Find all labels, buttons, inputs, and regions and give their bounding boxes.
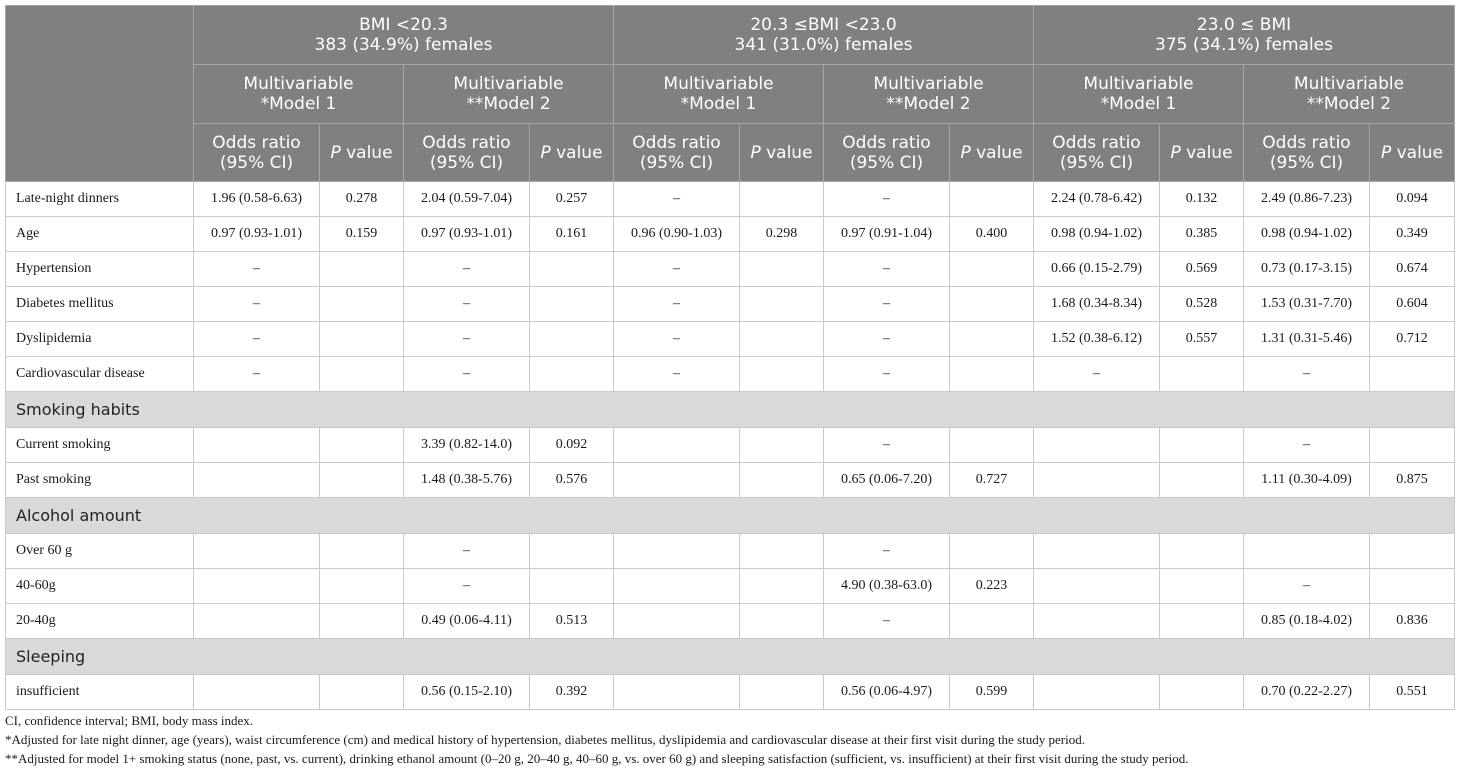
odds-ratio-cell: – xyxy=(1244,428,1370,463)
odds-ratio-cell: 0.85 (0.18-4.02) xyxy=(1244,604,1370,639)
p-value-cell xyxy=(950,604,1034,639)
odds-ratio-cell: – xyxy=(1034,357,1160,392)
table-row xyxy=(6,287,1455,322)
model-name: **Model 2 xyxy=(886,94,971,114)
group-title: BMI <20.3 xyxy=(359,15,448,35)
group-count: 341 (31.0%) females xyxy=(734,35,913,55)
p-value-cell xyxy=(320,322,404,357)
p-symbol: P xyxy=(750,142,761,163)
p-value-cell: 0.513 xyxy=(530,604,614,639)
p-value-cell: 0.674 xyxy=(1370,252,1455,287)
p-value-cell: 0.557 xyxy=(1160,322,1244,357)
row-label: 20-40g xyxy=(6,604,194,639)
odds-ratio-cell: – xyxy=(824,357,950,392)
p-value-header xyxy=(740,124,824,182)
model-label: Multivariable xyxy=(1083,74,1194,94)
odds-ratio-cell: – xyxy=(194,322,320,357)
odds-ratio-cell: – xyxy=(824,604,950,639)
p-value-cell xyxy=(740,428,824,463)
model-header xyxy=(824,65,1034,124)
odds-ratio-cell xyxy=(614,604,740,639)
p-value-header xyxy=(1370,124,1455,182)
table-row xyxy=(6,463,1455,498)
p-value-cell xyxy=(530,534,614,569)
odds-ratio-cell: – xyxy=(824,322,950,357)
p-value-header xyxy=(950,124,1034,182)
p-value-cell xyxy=(740,287,824,322)
p-value-cell xyxy=(1160,428,1244,463)
odds-ratio-label: Odds ratio xyxy=(1052,132,1141,153)
section-title: Smoking habits xyxy=(6,392,1455,428)
p-value-label: value xyxy=(970,142,1023,163)
table-body xyxy=(6,182,1455,710)
odds-ratio-cell xyxy=(614,428,740,463)
p-value-cell: 0.400 xyxy=(950,217,1034,252)
p-value-cell xyxy=(1160,357,1244,392)
odds-ratio-cell: – xyxy=(404,534,530,569)
odds-ratio-cell: – xyxy=(824,252,950,287)
odds-ratio-cell xyxy=(1034,604,1160,639)
table-row xyxy=(6,428,1455,463)
odds-ratio-cell: 0.49 (0.06-4.11) xyxy=(404,604,530,639)
p-value-cell xyxy=(1160,463,1244,498)
model-header xyxy=(614,65,824,124)
odds-ratio-cell xyxy=(1034,534,1160,569)
p-value-cell: 0.278 xyxy=(320,182,404,217)
p-value-header xyxy=(530,124,614,182)
p-value-cell: 0.604 xyxy=(1370,287,1455,322)
model-header xyxy=(1034,65,1244,124)
odds-ratio-cell: 0.56 (0.06-4.97) xyxy=(824,675,950,710)
footnotes xyxy=(5,711,1454,768)
p-value-cell xyxy=(950,287,1034,322)
p-value-cell xyxy=(740,252,824,287)
odds-ratio-cell: – xyxy=(194,287,320,322)
p-value-cell xyxy=(950,534,1034,569)
row-label: Current smoking xyxy=(6,428,194,463)
p-value-cell: 0.569 xyxy=(1160,252,1244,287)
model-label: Multivariable xyxy=(663,74,774,94)
p-value-cell xyxy=(530,322,614,357)
odds-ratio-cell: – xyxy=(824,182,950,217)
ci-label: (95% CI) xyxy=(849,152,924,173)
model-name: *Model 1 xyxy=(680,94,757,114)
model-name: *Model 1 xyxy=(1100,94,1177,114)
model-header xyxy=(1244,65,1455,124)
p-symbol: P xyxy=(330,142,341,163)
odds-ratio-cell: 0.65 (0.06-7.20) xyxy=(824,463,950,498)
row-label: Dyslipidemia xyxy=(6,322,194,357)
odds-ratio-label: Odds ratio xyxy=(422,132,511,153)
odds-ratio-label: Odds ratio xyxy=(632,132,721,153)
model-header xyxy=(194,65,404,124)
row-label: Hypertension xyxy=(6,252,194,287)
ci-label: (95% CI) xyxy=(219,152,294,173)
p-value-cell xyxy=(950,357,1034,392)
odds-ratio-label: Odds ratio xyxy=(1262,132,1351,153)
row-label: Over 60 g xyxy=(6,534,194,569)
row-label: Cardiovascular disease xyxy=(6,357,194,392)
odds-ratio-cell xyxy=(1034,428,1160,463)
group-header xyxy=(1034,6,1455,65)
table-row xyxy=(6,534,1455,569)
row-label: 40-60g xyxy=(6,569,194,604)
odds-ratio-cell: – xyxy=(824,428,950,463)
odds-ratio-cell: – xyxy=(194,252,320,287)
p-value-cell xyxy=(320,252,404,287)
p-value-cell: 0.551 xyxy=(1370,675,1455,710)
odds-ratio-cell: 0.73 (0.17-3.15) xyxy=(1244,252,1370,287)
model-label: Multivariable xyxy=(873,74,984,94)
p-value-cell: 0.349 xyxy=(1370,217,1455,252)
table-row xyxy=(6,357,1455,392)
odds-ratio-cell: 0.70 (0.22-2.27) xyxy=(1244,675,1370,710)
odds-ratio-cell xyxy=(194,569,320,604)
p-value-cell: 0.298 xyxy=(740,217,824,252)
p-value-cell xyxy=(320,604,404,639)
odds-ratio-cell: – xyxy=(404,569,530,604)
odds-ratio-cell: – xyxy=(404,287,530,322)
p-value-cell: 0.727 xyxy=(950,463,1034,498)
ci-label: (95% CI) xyxy=(639,152,714,173)
p-value-cell xyxy=(320,287,404,322)
section-row xyxy=(6,392,1455,428)
odds-ratio-cell: 0.97 (0.93-1.01) xyxy=(404,217,530,252)
p-value-cell xyxy=(740,604,824,639)
p-value-label: value xyxy=(550,142,603,163)
table-row xyxy=(6,182,1455,217)
p-value-cell xyxy=(950,252,1034,287)
p-value-label: value xyxy=(1180,142,1233,163)
table-row xyxy=(6,604,1455,639)
odds-ratio-cell: 0.97 (0.93-1.01) xyxy=(194,217,320,252)
model-label: Multivariable xyxy=(1293,74,1405,94)
odds-ratio-header xyxy=(1244,124,1370,182)
odds-ratio-cell xyxy=(1034,675,1160,710)
model-name: **Model 2 xyxy=(466,94,551,114)
odds-ratio-cell: 1.96 (0.58-6.63) xyxy=(194,182,320,217)
footnote: *Adjusted for late night dinner, age (years), waist circumference (cm) and medical history of hypertension, diabetes mellitus, dyslipidemia and cardiovascular disease at their first visit during the study period. xyxy=(5,732,1085,747)
p-value-header xyxy=(1160,124,1244,182)
p-value-cell: 0.257 xyxy=(530,182,614,217)
footnote: **Adjusted for model 1+ smoking status (none, past, vs. current), drinking ethanol amount (0–20 g, 20–40 g, 40–60 g, vs. over 60 g) and sleeping satisfaction (sufficient, vs. insufficient) at their first visit during the study period. xyxy=(5,751,1189,766)
p-symbol: P xyxy=(540,142,551,163)
p-value-label: value xyxy=(1391,142,1444,163)
odds-ratio-cell: – xyxy=(1244,357,1370,392)
odds-ratio-cell: 0.66 (0.15-2.79) xyxy=(1034,252,1160,287)
p-value-cell: 0.092 xyxy=(530,428,614,463)
odds-ratio-cell: – xyxy=(194,357,320,392)
p-value-cell: 0.875 xyxy=(1370,463,1455,498)
odds-ratio-cell: – xyxy=(1244,569,1370,604)
odds-ratio-cell xyxy=(1034,463,1160,498)
odds-ratio-cell xyxy=(1244,534,1370,569)
p-value-cell: 0.528 xyxy=(1160,287,1244,322)
odds-ratio-cell xyxy=(194,675,320,710)
row-label: Age xyxy=(6,217,194,252)
model-label: Multivariable xyxy=(453,74,564,94)
p-value-cell xyxy=(320,463,404,498)
odds-ratio-cell: 3.39 (0.82-14.0) xyxy=(404,428,530,463)
row-label: Past smoking xyxy=(6,463,194,498)
p-value-cell xyxy=(1160,675,1244,710)
p-value-cell xyxy=(320,428,404,463)
p-value-cell: 0.836 xyxy=(1370,604,1455,639)
p-value-cell xyxy=(740,182,824,217)
odds-ratio-cell: 2.04 (0.59-7.04) xyxy=(404,182,530,217)
odds-ratio-header xyxy=(1034,124,1160,182)
odds-ratio-cell: 2.49 (0.86-7.23) xyxy=(1244,182,1370,217)
results-table xyxy=(5,5,1455,710)
odds-ratio-cell: – xyxy=(404,322,530,357)
p-value-label: value xyxy=(760,142,813,163)
table-row xyxy=(6,322,1455,357)
odds-ratio-cell xyxy=(614,675,740,710)
model-header xyxy=(404,65,614,124)
p-value-cell xyxy=(320,675,404,710)
p-value-cell xyxy=(530,569,614,604)
table-row xyxy=(6,217,1455,252)
p-value-cell: 0.159 xyxy=(320,217,404,252)
p-value-cell: 0.712 xyxy=(1370,322,1455,357)
table-row xyxy=(6,675,1455,710)
odds-ratio-cell xyxy=(194,604,320,639)
odds-ratio-cell: – xyxy=(614,357,740,392)
p-symbol: P xyxy=(1380,142,1392,163)
odds-ratio-cell: 0.96 (0.90-1.03) xyxy=(614,217,740,252)
p-value-cell xyxy=(950,182,1034,217)
odds-ratio-cell xyxy=(194,534,320,569)
p-value-cell xyxy=(1370,569,1455,604)
p-value-cell xyxy=(320,569,404,604)
odds-ratio-label: Odds ratio xyxy=(212,132,301,153)
p-value-cell xyxy=(530,357,614,392)
section-title: Sleeping xyxy=(6,639,1455,675)
p-value-label: value xyxy=(340,142,393,163)
p-value-cell: 0.094 xyxy=(1370,182,1455,217)
odds-ratio-cell xyxy=(614,534,740,569)
odds-ratio-cell: 1.31 (0.31-5.46) xyxy=(1244,322,1370,357)
odds-ratio-header xyxy=(404,124,530,182)
odds-ratio-cell xyxy=(614,569,740,604)
row-label: insufficient xyxy=(6,675,194,710)
odds-ratio-cell xyxy=(194,463,320,498)
row-label-header xyxy=(6,6,194,182)
p-value-cell xyxy=(1370,357,1455,392)
p-value-cell xyxy=(740,463,824,498)
p-value-cell: 0.599 xyxy=(950,675,1034,710)
p-value-cell xyxy=(740,675,824,710)
odds-ratio-cell: 0.97 (0.91-1.04) xyxy=(824,217,950,252)
odds-ratio-cell: 1.52 (0.38-6.12) xyxy=(1034,322,1160,357)
odds-ratio-cell: – xyxy=(824,534,950,569)
odds-ratio-cell: – xyxy=(614,287,740,322)
odds-ratio-cell: 2.24 (0.78-6.42) xyxy=(1034,182,1160,217)
p-value-cell xyxy=(530,287,614,322)
model-name: *Model 1 xyxy=(260,94,337,114)
ci-label: (95% CI) xyxy=(429,152,504,173)
odds-ratio-cell: 4.90 (0.38-63.0) xyxy=(824,569,950,604)
p-value-cell: 0.132 xyxy=(1160,182,1244,217)
odds-ratio-cell: 1.53 (0.31-7.70) xyxy=(1244,287,1370,322)
ci-label: (95% CI) xyxy=(1059,152,1134,173)
p-value-cell xyxy=(530,252,614,287)
p-value-header xyxy=(320,124,404,182)
model-name: **Model 2 xyxy=(1306,94,1392,114)
p-value-cell xyxy=(1370,534,1455,569)
odds-ratio-cell: – xyxy=(824,287,950,322)
odds-ratio-cell: 0.56 (0.15-2.10) xyxy=(404,675,530,710)
odds-ratio-cell: – xyxy=(614,182,740,217)
odds-ratio-cell: 1.11 (0.30-4.09) xyxy=(1244,463,1370,498)
section-row xyxy=(6,498,1455,534)
odds-ratio-label: Odds ratio xyxy=(842,132,931,153)
p-value-cell: 0.385 xyxy=(1160,217,1244,252)
odds-ratio-header xyxy=(614,124,740,182)
p-value-cell xyxy=(740,534,824,569)
p-symbol: P xyxy=(960,142,971,163)
odds-ratio-cell: – xyxy=(404,357,530,392)
p-value-cell: 0.576 xyxy=(530,463,614,498)
footnote: CI, confidence interval; BMI, body mass index. xyxy=(5,713,254,728)
p-value-cell xyxy=(950,322,1034,357)
odds-ratio-cell: – xyxy=(614,252,740,287)
model-label: Multivariable xyxy=(243,74,354,94)
odds-ratio-cell: 1.48 (0.38-5.76) xyxy=(404,463,530,498)
odds-ratio-cell: 0.98 (0.94-1.02) xyxy=(1034,217,1160,252)
p-value-cell: 0.161 xyxy=(530,217,614,252)
group-header xyxy=(194,6,614,65)
odds-ratio-cell xyxy=(614,463,740,498)
group-title: 20.3 ≤BMI <23.0 xyxy=(750,15,897,35)
row-label: Late-night dinners xyxy=(6,182,194,217)
p-value-cell: 0.223 xyxy=(950,569,1034,604)
odds-ratio-header xyxy=(194,124,320,182)
table-row xyxy=(6,252,1455,287)
odds-ratio-cell: – xyxy=(404,252,530,287)
p-value-cell xyxy=(320,357,404,392)
p-value-cell xyxy=(740,322,824,357)
ci-label: (95% CI) xyxy=(1269,152,1344,173)
odds-ratio-cell: – xyxy=(614,322,740,357)
row-label: Diabetes mellitus xyxy=(6,287,194,322)
odds-ratio-header xyxy=(824,124,950,182)
odds-ratio-cell xyxy=(194,428,320,463)
group-count: 383 (34.9%) females xyxy=(314,35,493,55)
group-count: 375 (34.1%) females xyxy=(1155,35,1333,55)
section-row xyxy=(6,639,1455,675)
p-value-cell xyxy=(1370,428,1455,463)
odds-ratio-cell: 1.68 (0.34-8.34) xyxy=(1034,287,1160,322)
odds-ratio-cell: 0.98 (0.94-1.02) xyxy=(1244,217,1370,252)
p-value-cell xyxy=(740,357,824,392)
p-value-cell xyxy=(950,428,1034,463)
p-value-cell xyxy=(1160,569,1244,604)
p-value-cell xyxy=(740,569,824,604)
table-row xyxy=(6,569,1455,604)
odds-ratio-cell xyxy=(1034,569,1160,604)
p-value-cell xyxy=(1160,604,1244,639)
p-value-cell: 0.392 xyxy=(530,675,614,710)
p-value-cell xyxy=(1160,534,1244,569)
section-title: Alcohol amount xyxy=(6,498,1455,534)
p-value-cell xyxy=(320,534,404,569)
table-header xyxy=(6,6,1455,182)
p-symbol: P xyxy=(1170,142,1181,163)
group-title: 23.0 ≤ BMI xyxy=(1196,15,1292,35)
group-header xyxy=(614,6,1034,65)
